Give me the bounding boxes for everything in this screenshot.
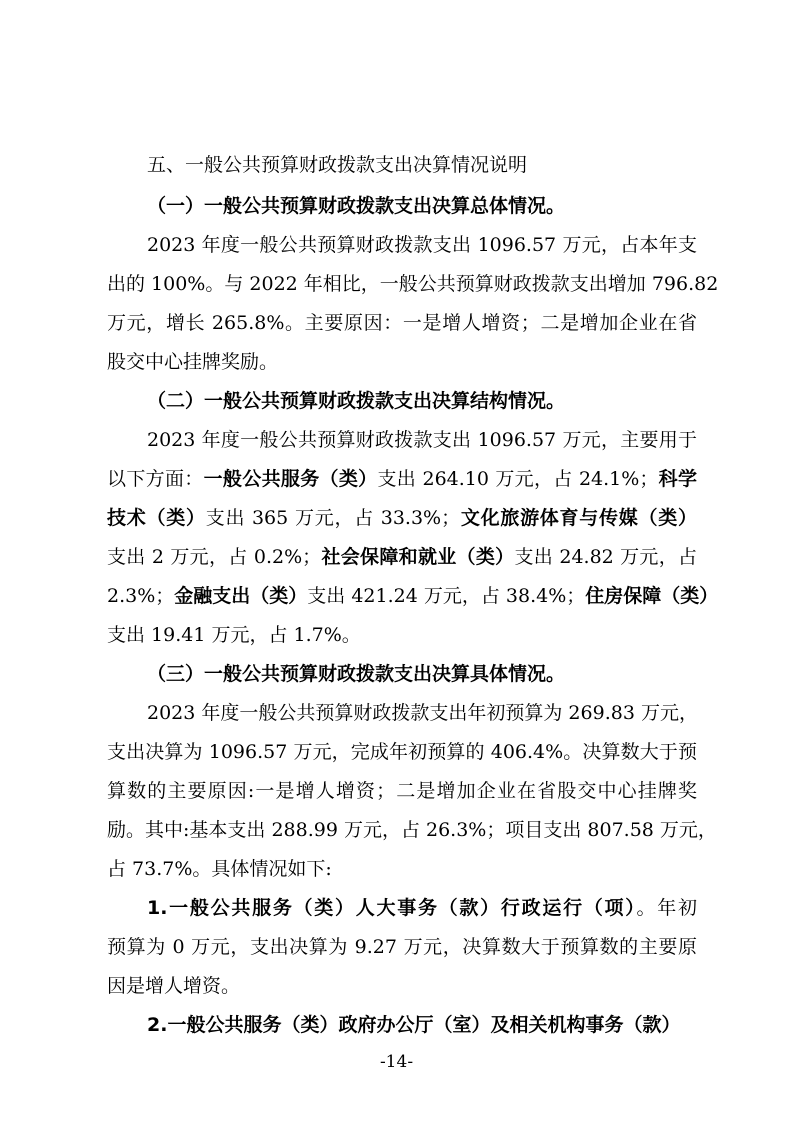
paragraph-line: 支出 19.41 万元，占 1.7%。	[107, 624, 361, 646]
paragraph-line: 支出决算为 1096.57 万元，完成年初预算的 406.4%。决算数大于预	[107, 741, 697, 763]
text-span: 支出 2 万元，占 0.2%；	[107, 546, 322, 568]
category-name: 一般公共服务（类）	[203, 468, 378, 490]
text-span: 支出 421.24 万元，占 38.4%；	[307, 585, 586, 607]
paragraph-line: 2023 年度一般公共预算财政拨款支出 1096.57 万元，主要用于	[147, 429, 697, 451]
paragraph-line: 万元，增长 265.8%。主要原因：一是增人增资；二是增加企业在省	[107, 312, 697, 334]
paragraph-line: 励。其中:基本支出 288.99 万元，占 26.3%；项目支出 807.58 万元，	[107, 819, 717, 841]
paragraph-line: 出的 100%。与 2022 年相比，一般公共预算财政拨款支出增加 796.82	[107, 273, 719, 295]
category-name: 文化旅游体育与传媒（类）	[460, 507, 697, 529]
page-number: -14-	[379, 1052, 414, 1072]
text-span: 支出 24.82 万元，占	[514, 546, 697, 568]
section-heading: 五、一般公共预算财政拨款支出决算情况说明	[147, 154, 528, 176]
category-name: 金融支出（类）	[174, 585, 308, 607]
text-span: 2.3%；	[107, 585, 175, 607]
text-span: 。年初	[636, 897, 697, 919]
paragraph-line: 2023 年度一般公共预算财政拨款支出 1096.57 万元，占本年支	[147, 234, 697, 256]
paragraph-line	[107, 543, 697, 571]
category-name: 社会保障和就业（类）	[321, 546, 515, 568]
category-name: 科学	[658, 468, 697, 490]
paragraph-line: 占 73.7%。具体情况如下:	[107, 858, 332, 880]
paragraph-line: 因是增人增资。	[107, 975, 241, 997]
item-title: 1.一般公共服务（类）人大事务（款）行政运行（项）	[147, 897, 637, 919]
subsection-heading-2: （二）一般公共预算财政拨款支出决算结构情况。	[147, 390, 566, 412]
paragraph-line: 2023 年度一般公共预算财政拨款支出年初预算为 269.83 万元，	[147, 702, 698, 724]
text-span: 支出 264.10 万元，占 24.1%；	[377, 468, 659, 490]
paragraph-line	[107, 582, 719, 610]
paragraph-line: 算数的主要原因:一是增人增资；二是增加企业在省股交中心挂牌奖	[107, 780, 697, 802]
category-name: 技术（类）	[107, 507, 206, 529]
subsection-heading-1: （一）一般公共预算财政拨款支出决算总体情况。	[147, 195, 566, 217]
subsection-heading-3: （三）一般公共预算财政拨款支出决算具体情况。	[147, 663, 566, 685]
paragraph-line: 预算为 0 万元，支出决算为 9.27 万元，决算数大于预算数的主要原	[107, 936, 697, 958]
item-heading-2: 2.一般公共服务（类）政府办公厅（室）及相关机构事务（款）	[147, 1014, 681, 1036]
category-name: 住房保障（类）	[585, 585, 719, 607]
paragraph-line	[107, 465, 697, 493]
item-heading-1	[147, 894, 697, 922]
paragraph-line	[107, 504, 697, 532]
text-span: 支出 365 万元，占 33.3%；	[205, 507, 461, 529]
text-span: 以下方面：	[107, 468, 204, 490]
paragraph-line: 股交中心挂牌奖励。	[107, 351, 279, 373]
